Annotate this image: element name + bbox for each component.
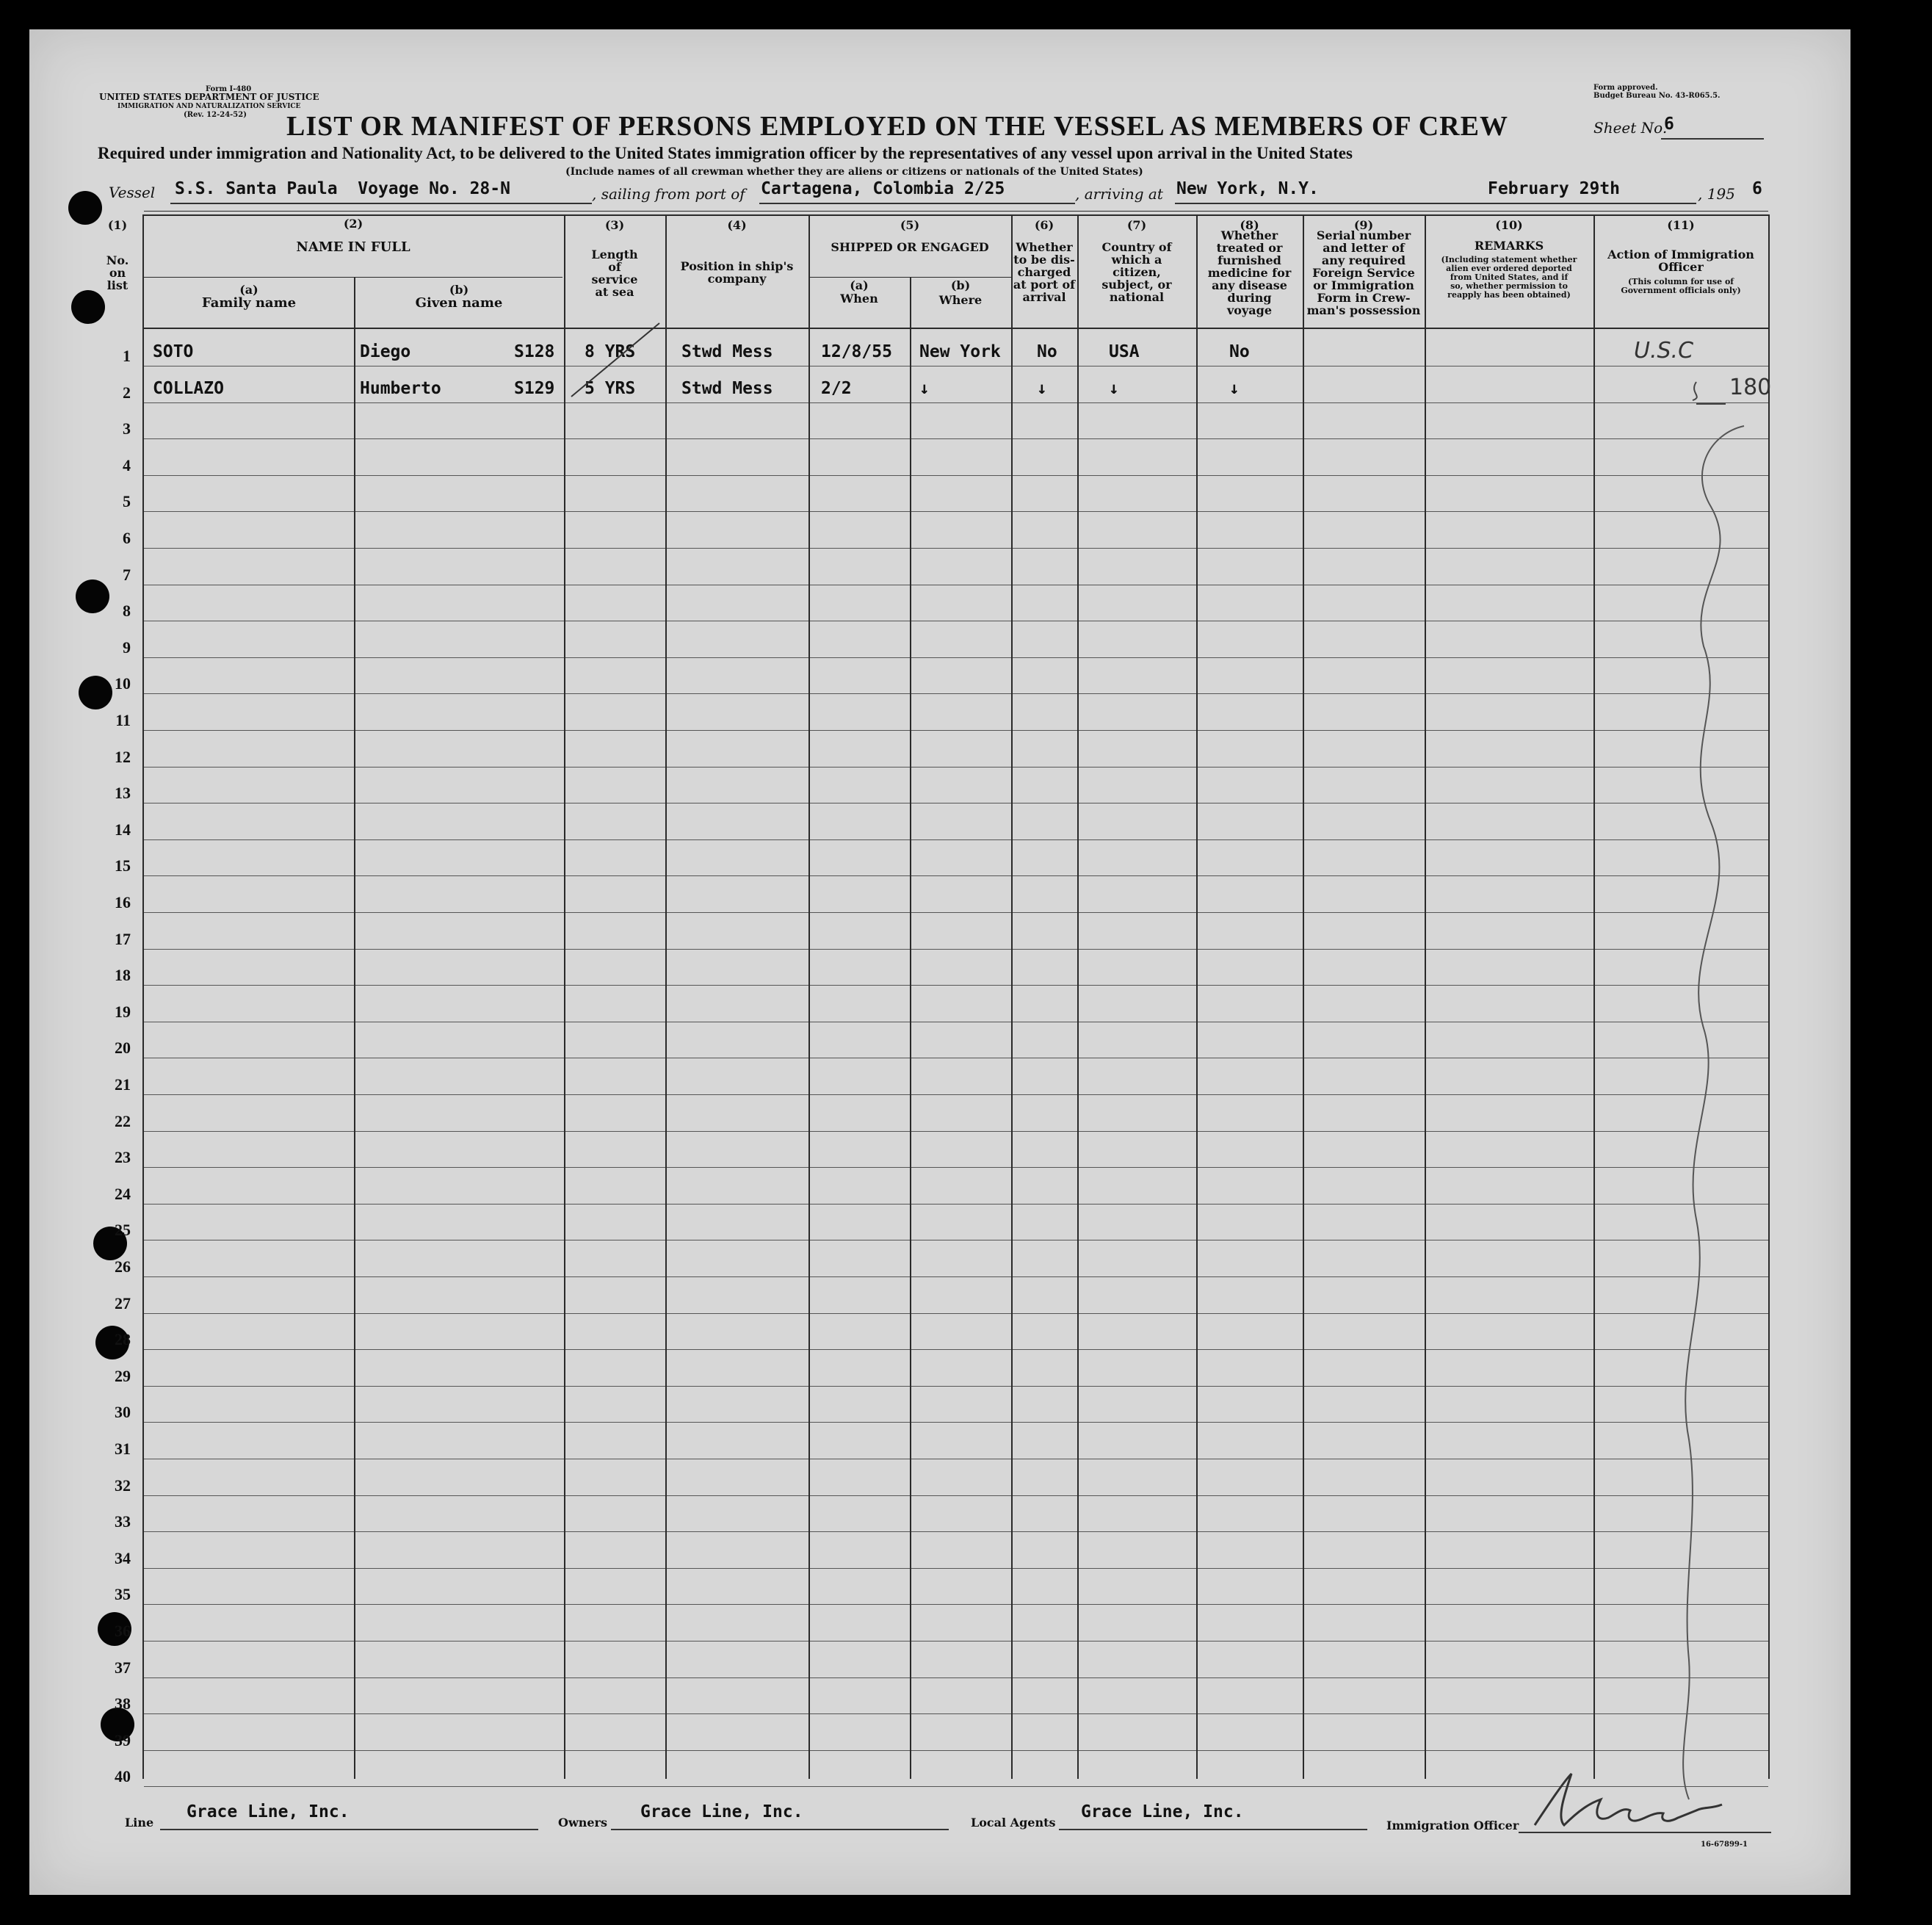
table-row [144,985,1768,1022]
row-number: 31 [115,1440,131,1458]
col-divider [1011,214,1013,1779]
col11-header: Action of Immigration Officer [1607,248,1754,274]
officer-signature [1520,1759,1740,1840]
col8-header: Whether treated or furnished medicine for any disease during voyage [1207,228,1292,317]
table-row [144,1167,1768,1205]
col5b-header: Where [938,293,983,307]
table-row [144,474,1768,512]
col7-num: (7) [1126,218,1147,232]
row-number: 33 [115,1512,131,1531]
row-number: 38 [115,1694,131,1713]
crew-discharge-cell: No [1037,342,1057,361]
form-number: Form I-480 [206,85,252,93]
agents-label: Local Agents [971,1816,1056,1830]
row-number: 21 [115,1075,131,1094]
row-number: 25 [115,1221,131,1240]
row-number: 36 [115,1622,131,1640]
row-number: 14 [115,820,131,839]
crew-country-cell: ↓ [1109,378,1119,398]
col-divider [1196,214,1198,1779]
line-field [160,1802,538,1830]
date-field [1476,179,1696,204]
col5b-num: (b) [950,278,971,292]
crew-service-cell: 5 YRS [585,378,636,398]
line-label: Line [125,1816,154,1830]
col-divider [354,277,355,1779]
budget-bureau: Budget Bureau No. 43-R065.5. [1593,92,1721,100]
table-row [144,1495,1768,1532]
row-number: 4 [123,455,131,474]
table-row [144,548,1768,585]
table-row [144,1240,1768,1277]
form-revision: (Rev. 12-24-52) [184,111,247,119]
crew-medicine-cell: ↓ [1229,378,1240,398]
usc-annotation: U.S.C [1634,338,1694,364]
col-divider [142,214,144,1779]
row-number: 39 [115,1730,131,1749]
crew-service-cell: 8 YRS [585,342,636,361]
col10-header: REMARKS [1474,239,1544,253]
table-row [144,948,1768,986]
row-number: 8 [123,602,131,621]
required-line: Required under immigration and Nationality Act, to be delivered to the United States immigration officer by the representatives of any vessel upon arrival in the United States [98,144,1353,162]
sheet-label: Sheet No. [1593,119,1668,137]
col-divider [1303,214,1304,1779]
table-row [144,1531,1768,1569]
row-number: 11 [115,711,131,729]
crew-family-cell: SOTO [153,342,194,361]
row-number: 35 [115,1585,131,1604]
table-row [144,1203,1768,1240]
col11-num: (11) [1667,218,1695,232]
crew-where-cell: ↓ [919,378,930,398]
col-divider [1425,214,1426,1779]
crew-country-cell: USA [1109,342,1140,361]
row-number: 10 [115,674,131,693]
crew-given-cell: Humberto [360,378,441,398]
crew-given-cell: Diego [360,342,411,361]
table-row [144,1641,1768,1678]
vessel-field [170,179,592,204]
crew-when-cell: 2/2 [821,378,852,398]
crew-family-cell: COLLAZO [153,378,224,398]
table-row [144,1276,1768,1314]
col3-num: (3) [604,218,625,232]
row-number: 37 [115,1658,131,1677]
row-number: 34 [115,1548,131,1567]
bracket-number: 180 [1729,375,1772,400]
table-row [144,1130,1768,1168]
officer-label: Immigration Officer [1386,1819,1519,1832]
row-number: 23 [115,1148,131,1167]
table-row [144,1677,1768,1714]
col6-header: Whether to be dis- charged at port of arrival [1013,240,1076,304]
table-row [144,912,1768,950]
col5a-header: When [840,292,878,306]
row-number: 9 [123,638,131,657]
col-divider [910,277,911,1779]
row-number: 19 [115,1002,131,1021]
crew-discharge-cell: ↓ [1037,378,1047,398]
table-row [144,1349,1768,1387]
row-number: 3 [123,419,131,438]
table-row [144,1459,1768,1496]
table-row [144,438,1768,476]
handwritten-bracket-line [1601,367,1748,1807]
row-number: 15 [115,856,131,875]
col8-num: (8) [1240,218,1259,232]
col5a-num: (a) [850,278,869,292]
col-divider [1768,214,1770,1779]
row-number: 26 [115,1257,131,1276]
row-number: 30 [115,1403,131,1422]
crew-serial-cell: S129 [514,378,555,398]
table-row [144,1312,1768,1350]
table-row [144,402,1768,439]
table-row [144,1021,1768,1058]
col1-header: No. on list [106,253,129,292]
page-title: LIST OR MANIFEST OF PERSONS EMPLOYED ON THE VESSEL AS MEMBERS OF CREW [286,111,1508,142]
agents-value: Grace Line, Inc. [1081,1802,1244,1821]
col3-header: Length of service at sea [591,248,638,299]
sailing-field [759,179,1075,204]
table-top-border [144,214,1768,216]
service-name: IMMIGRATION AND NATURALIZATION SERVICE [117,103,301,110]
col4-num: (4) [727,218,747,232]
table-row [144,693,1768,731]
table-row [144,1094,1768,1132]
col5-num: (5) [900,218,920,232]
col1-num: (1) [107,218,128,232]
table-row [144,621,1768,658]
crew-position-cell: Stwd Mess [681,342,773,361]
date-value: February 29th [1488,179,1621,198]
col10-note: (Including statement whether alien ever ordered deported from United States, and if so, whether permission to reapply has been obtained) [1441,255,1577,300]
table-row [144,1604,1768,1642]
col2a-num: (a) [239,283,258,297]
table-row [144,875,1768,913]
sailing-value: Cartagena, Colombia 2/25 [761,179,1005,198]
length-strike-mark [564,316,667,404]
col10-num: (10) [1495,218,1523,232]
table-row [144,657,1768,694]
row-number: 20 [115,1039,131,1058]
table-row [144,730,1768,768]
arriving-value: New York, N.Y. [1176,179,1319,198]
table-row [144,511,1768,549]
arriving-label: , arriving at [1075,185,1163,203]
col9-num: (9) [1353,218,1374,232]
col6-num: (6) [1034,218,1054,232]
crew-when-cell: 12/8/55 [821,342,892,361]
sheet-field [1661,115,1764,140]
row-number: 28 [115,1330,131,1349]
row-number: 2 [123,383,131,402]
year-prefix: , 195 [1698,185,1735,203]
row-number: 12 [115,747,131,766]
table-row [144,1385,1768,1423]
row-number: 40 [115,1767,131,1786]
table-top-border-2 [144,211,1768,212]
row-number: 13 [115,784,131,803]
col11-note: (This column for use of Government officials only) [1621,277,1741,295]
table-row [144,803,1768,840]
department-name: UNITED STATES DEPARTMENT OF JUSTICE [99,92,319,102]
crew-where-cell: New York [919,342,1001,361]
col2b-header: Given name [415,295,503,311]
include-line: (Include names of all crewman whether they are aliens or citizens or nationals of the United States) [565,166,1143,178]
owners-value: Grace Line, Inc. [640,1802,803,1821]
crew-serial-cell: S128 [514,342,555,361]
form-approved: Form approved. [1593,84,1658,92]
arriving-field [1175,179,1476,204]
col7-header: Country of which a citizen, subject, or national [1101,240,1172,304]
col-divider [665,214,667,1779]
row-number: 18 [115,966,131,985]
row-number: 1 [123,347,131,365]
col2-header: NAME IN FULL [296,239,410,255]
col4-header: Position in ship's company [680,259,794,286]
row-number: 17 [115,929,131,948]
col2a-header: Family name [201,295,297,311]
col2b-num: (b) [449,283,469,297]
table-row [144,766,1768,803]
table-row [144,1058,1768,1095]
owners-field [611,1802,949,1830]
table-row [144,1713,1768,1751]
row-number: 27 [115,1293,131,1312]
form-code: 16-67899-1 [1701,1841,1748,1849]
col9-header: Serial number and letter of any required Foreign Service or Immigration Form in Crew- man's possession [1306,228,1421,317]
row-number: 32 [115,1476,131,1495]
row-number: 5 [123,492,131,511]
vessel-label: Vessel [109,184,156,201]
row-number: 16 [115,893,131,911]
col5-header: SHIPPED OR ENGAGED [831,240,989,254]
col2-num: (2) [343,217,363,231]
sailing-label: , sailing from port of [592,185,745,203]
punch-hole [71,290,105,324]
col-divider [1593,214,1595,1779]
table-row [144,1567,1768,1605]
vessel-value: S.S. Santa Paula Voyage No. 28-N [175,179,510,198]
year-suffix: 6 [1752,179,1762,198]
crew-medicine-cell: No [1229,342,1250,361]
row-number: 22 [115,1111,131,1130]
col-divider [564,214,565,1779]
agents-field [1059,1802,1367,1830]
name-subheader-line [144,277,562,278]
row-number: 24 [115,1184,131,1203]
row-number: 6 [123,529,131,547]
table-row [144,839,1768,876]
row-number: 29 [115,1366,131,1385]
crew-position-cell: Stwd Mess [681,378,773,398]
table-row [144,584,1768,621]
line-value: Grace Line, Inc. [187,1802,350,1821]
col-divider [808,214,810,1779]
owners-label: Owners [558,1816,607,1830]
col-divider [1077,214,1079,1779]
row-number: 7 [123,565,131,584]
table-row [144,1422,1768,1459]
sheet-number: 6 [1664,115,1674,134]
